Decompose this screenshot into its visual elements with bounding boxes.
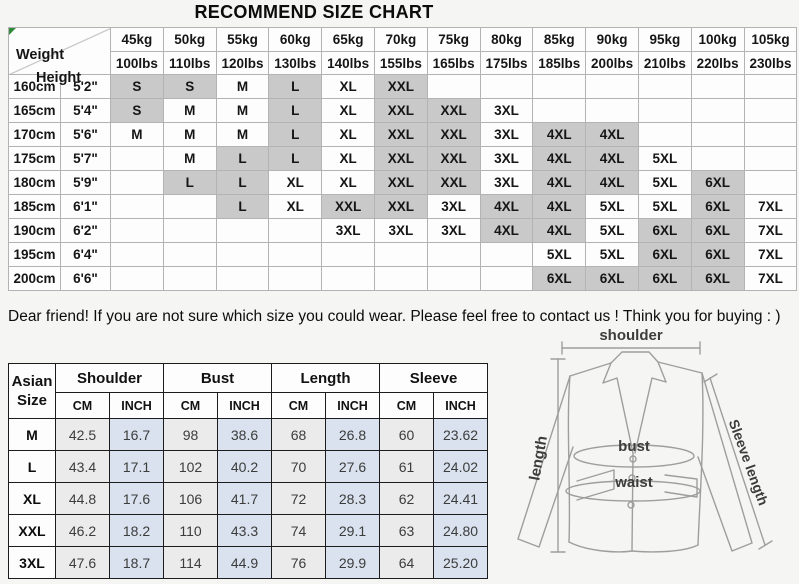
size-cell: 4XL	[533, 147, 586, 171]
height-ft-cell: 5'6"	[61, 123, 111, 147]
height-cm-cell: 180cm	[9, 171, 61, 195]
size-cell	[427, 267, 480, 291]
size-cell: 4XL	[586, 171, 639, 195]
size-cell: XL	[322, 99, 375, 123]
unit-header: INCH	[110, 393, 164, 419]
measure-value-cell: 18.7	[110, 547, 164, 579]
measure-value-cell: 62	[380, 483, 434, 515]
weight-kg-header: 45kg	[111, 28, 164, 52]
size-cell	[744, 147, 797, 171]
size-cell: 6XL	[691, 243, 744, 267]
size-cell	[269, 219, 322, 243]
measure-value-cell: 24.02	[434, 451, 488, 483]
size-cell: S	[111, 75, 164, 99]
size-cell: L	[216, 171, 269, 195]
size-cell: XXL	[427, 123, 480, 147]
size-cell: 4XL	[480, 219, 533, 243]
measurement-row	[9, 515, 488, 547]
size-cell: 4XL	[533, 195, 586, 219]
measure-value-cell: 18.2	[110, 515, 164, 547]
size-chart-row	[9, 75, 797, 99]
measure-value-cell: 70	[272, 451, 326, 483]
weight-kg-header: 55kg	[216, 28, 269, 52]
asian-size-cell: XXL	[9, 515, 56, 547]
size-cell	[269, 243, 322, 267]
height-cm-cell: 195cm	[9, 243, 61, 267]
unit-header: INCH	[434, 393, 488, 419]
size-cell	[111, 219, 164, 243]
weight-lbs-row	[9, 52, 797, 75]
size-chart-row	[9, 123, 797, 147]
measure-group-header: Shoulder	[56, 364, 164, 393]
size-cell	[111, 267, 164, 291]
size-chart-row	[9, 243, 797, 267]
size-cell: XXL	[427, 147, 480, 171]
size-cell	[744, 99, 797, 123]
size-cell: 6XL	[691, 219, 744, 243]
measure-value-cell: 17.1	[110, 451, 164, 483]
size-cell: XL	[322, 147, 375, 171]
height-ft-cell: 5'9"	[61, 171, 111, 195]
measure-value-cell: 68	[272, 419, 326, 451]
size-cell: 5XL	[586, 195, 639, 219]
size-cell: 6XL	[638, 243, 691, 267]
size-cell: XL	[269, 171, 322, 195]
measure-value-cell: 43.3	[218, 515, 272, 547]
height-cm-cell: 190cm	[9, 219, 61, 243]
measurement-row	[9, 451, 488, 483]
size-chart-row	[9, 195, 797, 219]
size-chart-row	[9, 267, 797, 291]
size-cell: XL	[269, 195, 322, 219]
height-ft-cell: 6'6"	[61, 267, 111, 291]
measurement-row	[9, 419, 488, 451]
weight-lbs-header: 120lbs	[216, 52, 269, 75]
size-cell	[163, 219, 216, 243]
measure-value-cell: 40.2	[218, 451, 272, 483]
size-cell	[638, 99, 691, 123]
size-cell: 4XL	[533, 123, 586, 147]
shoulder-label: shoulder	[599, 327, 663, 344]
jacket-diagram-svg	[494, 329, 799, 579]
size-cell	[533, 75, 586, 99]
size-cell: XXL	[427, 171, 480, 195]
size-cell: M	[163, 147, 216, 171]
size-cell: M	[163, 123, 216, 147]
weight-lbs-header: 185lbs	[533, 52, 586, 75]
size-cell	[322, 267, 375, 291]
size-cell	[269, 267, 322, 291]
height-ft-cell: 5'2"	[61, 75, 111, 99]
size-cell: 5XL	[638, 195, 691, 219]
size-cell	[480, 243, 533, 267]
weight-lbs-header: 210lbs	[638, 52, 691, 75]
size-chart-body	[9, 75, 797, 291]
size-cell: M	[216, 75, 269, 99]
measure-value-cell: 114	[164, 547, 218, 579]
unit-header: INCH	[326, 393, 380, 419]
size-chart-row	[9, 171, 797, 195]
weight-kg-header: 90kg	[586, 28, 639, 52]
measurement-row	[9, 483, 488, 515]
measure-value-cell: 41.7	[218, 483, 272, 515]
size-cell	[691, 99, 744, 123]
size-chart-row	[9, 99, 797, 123]
size-cell: 4XL	[533, 219, 586, 243]
measure-value-cell: 63	[380, 515, 434, 547]
size-cell	[480, 267, 533, 291]
size-cell: 6XL	[691, 195, 744, 219]
weight-kg-row	[9, 28, 797, 52]
size-cell: 3XL	[427, 219, 480, 243]
measurement-table	[8, 363, 488, 579]
size-cell: M	[216, 99, 269, 123]
size-cell: 3XL	[322, 219, 375, 243]
size-cell: 3XL	[480, 147, 533, 171]
size-cell	[163, 267, 216, 291]
size-cell	[216, 219, 269, 243]
weight-lbs-header: 110lbs	[163, 52, 216, 75]
size-cell: 6XL	[691, 267, 744, 291]
measure-value-cell: 60	[380, 419, 434, 451]
weight-kg-header: 105kg	[744, 28, 797, 52]
measure-value-cell: 29.9	[326, 547, 380, 579]
size-cell	[163, 195, 216, 219]
measure-value-cell: 42.5	[56, 419, 110, 451]
height-ft-cell: 6'1"	[61, 195, 111, 219]
size-cell	[691, 123, 744, 147]
height-cm-cell: 200cm	[9, 267, 61, 291]
asian-size-cell: 3XL	[9, 547, 56, 579]
measure-value-cell: 26.8	[326, 419, 380, 451]
size-cell: L	[269, 147, 322, 171]
size-cell	[111, 243, 164, 267]
seller-note: Dear friend! If you are not sure which size you could wear. Please feel free to contact us ! Think you for buying : )	[8, 308, 781, 325]
size-cell	[374, 267, 427, 291]
measure-value-cell: 44.9	[218, 547, 272, 579]
height-ft-cell: 5'7"	[61, 147, 111, 171]
unit-header: CM	[272, 393, 326, 419]
size-cell: XXL	[374, 123, 427, 147]
measure-value-cell: 74	[272, 515, 326, 547]
asian-size-cell: L	[9, 451, 56, 483]
size-cell	[322, 243, 375, 267]
corner-height-label: Height	[36, 70, 82, 86]
weight-lbs-header: 130lbs	[269, 52, 322, 75]
size-cell	[163, 243, 216, 267]
size-cell	[533, 99, 586, 123]
height-cm-cell: 170cm	[9, 123, 61, 147]
asian-size-cell: XL	[9, 483, 56, 515]
weight-kg-header: 50kg	[163, 28, 216, 52]
size-cell	[638, 123, 691, 147]
length-label: length	[526, 434, 551, 482]
measure-value-cell: 110	[164, 515, 218, 547]
size-cell	[111, 195, 164, 219]
weight-kg-header: 65kg	[322, 28, 375, 52]
size-cell	[427, 75, 480, 99]
size-cell: L	[269, 123, 322, 147]
size-cell: L	[269, 75, 322, 99]
height-cm-cell: 185cm	[9, 195, 61, 219]
size-cell: XL	[322, 75, 375, 99]
sleeve-length-label: Sleeve length	[725, 417, 772, 508]
measure-value-cell: 16.7	[110, 419, 164, 451]
height-cm-cell: 165cm	[9, 99, 61, 123]
size-cell: XXL	[374, 171, 427, 195]
jacket-measurement-diagram	[494, 329, 799, 579]
weight-kg-header: 85kg	[533, 28, 586, 52]
size-cell: XXL	[374, 195, 427, 219]
excel-corner-icon	[9, 28, 16, 35]
size-chart-row	[9, 147, 797, 171]
weight-lbs-header: 175lbs	[480, 52, 533, 75]
size-cell	[216, 243, 269, 267]
size-cell	[480, 75, 533, 99]
weight-kg-header: 75kg	[427, 28, 480, 52]
size-cell: L	[163, 171, 216, 195]
size-cell	[691, 147, 744, 171]
size-cell: XXL	[374, 147, 427, 171]
size-cell: 7XL	[744, 195, 797, 219]
height-ft-cell: 5'4"	[61, 99, 111, 123]
size-cell	[744, 123, 797, 147]
measure-value-cell: 29.1	[326, 515, 380, 547]
measurement-row	[9, 547, 488, 579]
size-cell: M	[163, 99, 216, 123]
size-cell	[111, 147, 164, 171]
size-cell: 3XL	[480, 171, 533, 195]
size-cell	[691, 75, 744, 99]
size-cell: XXL	[374, 75, 427, 99]
measure-value-cell: 28.3	[326, 483, 380, 515]
weight-lbs-header: 100lbs	[111, 52, 164, 75]
size-cell: 5XL	[638, 171, 691, 195]
weight-height-corner-cell	[9, 28, 111, 86]
asian-size-cell: M	[9, 419, 56, 451]
weight-lbs-header: 140lbs	[322, 52, 375, 75]
weight-lbs-header: 200lbs	[586, 52, 639, 75]
size-cell: 6XL	[533, 267, 586, 291]
size-cell: XL	[322, 123, 375, 147]
height-cm-cell: 160cm	[9, 75, 61, 99]
size-cell: 7XL	[744, 243, 797, 267]
size-cell	[427, 243, 480, 267]
size-cell: M	[216, 123, 269, 147]
weight-lbs-header: 230lbs	[744, 52, 797, 75]
measure-value-cell: 72	[272, 483, 326, 515]
weight-kg-header: 80kg	[480, 28, 533, 52]
measure-value-cell: 64	[380, 547, 434, 579]
measure-value-cell: 23.62	[434, 419, 488, 451]
corner-weight-label: Weight	[16, 47, 65, 63]
measure-value-cell: 106	[164, 483, 218, 515]
size-cell: 6XL	[586, 267, 639, 291]
size-cell: S	[111, 99, 164, 123]
measure-value-cell: 98	[164, 419, 218, 451]
size-cell	[586, 75, 639, 99]
size-cell	[638, 75, 691, 99]
measure-value-cell: 24.41	[434, 483, 488, 515]
size-cell	[586, 99, 639, 123]
size-cell: 3XL	[374, 219, 427, 243]
size-cell: 5XL	[586, 219, 639, 243]
size-cell	[216, 267, 269, 291]
weight-kg-header: 60kg	[269, 28, 322, 52]
size-cell: 4XL	[480, 195, 533, 219]
size-cell: M	[111, 123, 164, 147]
size-cell: 6XL	[638, 219, 691, 243]
weight-kg-header: 95kg	[638, 28, 691, 52]
measure-value-cell: 43.4	[56, 451, 110, 483]
measure-value-cell: 102	[164, 451, 218, 483]
size-cell: 3XL	[480, 123, 533, 147]
size-cell: 4XL	[586, 147, 639, 171]
measure-value-cell: 76	[272, 547, 326, 579]
weight-kg-header: 100kg	[691, 28, 744, 52]
bust-label: bust	[618, 438, 650, 455]
size-cell: 5XL	[533, 243, 586, 267]
measure-value-cell: 24.80	[434, 515, 488, 547]
measure-group-header: Sleeve	[380, 364, 488, 393]
size-cell: 7XL	[744, 219, 797, 243]
size-chart-table	[8, 27, 797, 291]
size-cell: 6XL	[638, 267, 691, 291]
weight-lbs-header: 220lbs	[691, 52, 744, 75]
measurement-table-body	[9, 419, 488, 579]
measure-value-cell: 47.6	[56, 547, 110, 579]
weight-kg-header: 70kg	[374, 28, 427, 52]
size-cell	[744, 75, 797, 99]
size-cell	[111, 171, 164, 195]
height-ft-cell: 6'2"	[61, 219, 111, 243]
unit-header: CM	[380, 393, 434, 419]
measure-group-header: Bust	[164, 364, 272, 393]
size-cell: L	[216, 195, 269, 219]
size-cell: XXL	[322, 195, 375, 219]
size-cell: XXL	[427, 99, 480, 123]
size-cell: 7XL	[744, 267, 797, 291]
weight-lbs-header: 155lbs	[374, 52, 427, 75]
unit-header: INCH	[218, 393, 272, 419]
unit-header: CM	[56, 393, 110, 419]
measure-value-cell: 25.20	[434, 547, 488, 579]
weight-lbs-header: 165lbs	[427, 52, 480, 75]
size-cell: XXL	[374, 99, 427, 123]
waist-label: waist	[615, 474, 653, 491]
measure-value-cell: 38.6	[218, 419, 272, 451]
size-cell	[374, 243, 427, 267]
height-cm-cell: 175cm	[9, 147, 61, 171]
page-title: RECOMMEND SIZE CHART	[194, 2, 434, 22]
size-cell: 5XL	[638, 147, 691, 171]
size-cell: 3XL	[427, 195, 480, 219]
measure-group-header: Length	[272, 364, 380, 393]
size-cell: 3XL	[480, 99, 533, 123]
height-ft-cell: 6'4"	[61, 243, 111, 267]
size-cell: 5XL	[586, 243, 639, 267]
size-cell: L	[269, 99, 322, 123]
size-cell	[744, 171, 797, 195]
size-cell: 4XL	[533, 171, 586, 195]
measure-value-cell: 46.2	[56, 515, 110, 547]
unit-header: CM	[164, 393, 218, 419]
size-cell: XL	[322, 171, 375, 195]
measure-value-cell: 27.6	[326, 451, 380, 483]
asian-size-header: Asian Size	[9, 364, 56, 419]
size-chart-row	[9, 219, 797, 243]
size-cell: 4XL	[586, 123, 639, 147]
size-cell: S	[163, 75, 216, 99]
measure-value-cell: 17.6	[110, 483, 164, 515]
measure-value-cell: 44.8	[56, 483, 110, 515]
measure-value-cell: 61	[380, 451, 434, 483]
size-cell: 6XL	[691, 171, 744, 195]
size-cell: L	[216, 147, 269, 171]
